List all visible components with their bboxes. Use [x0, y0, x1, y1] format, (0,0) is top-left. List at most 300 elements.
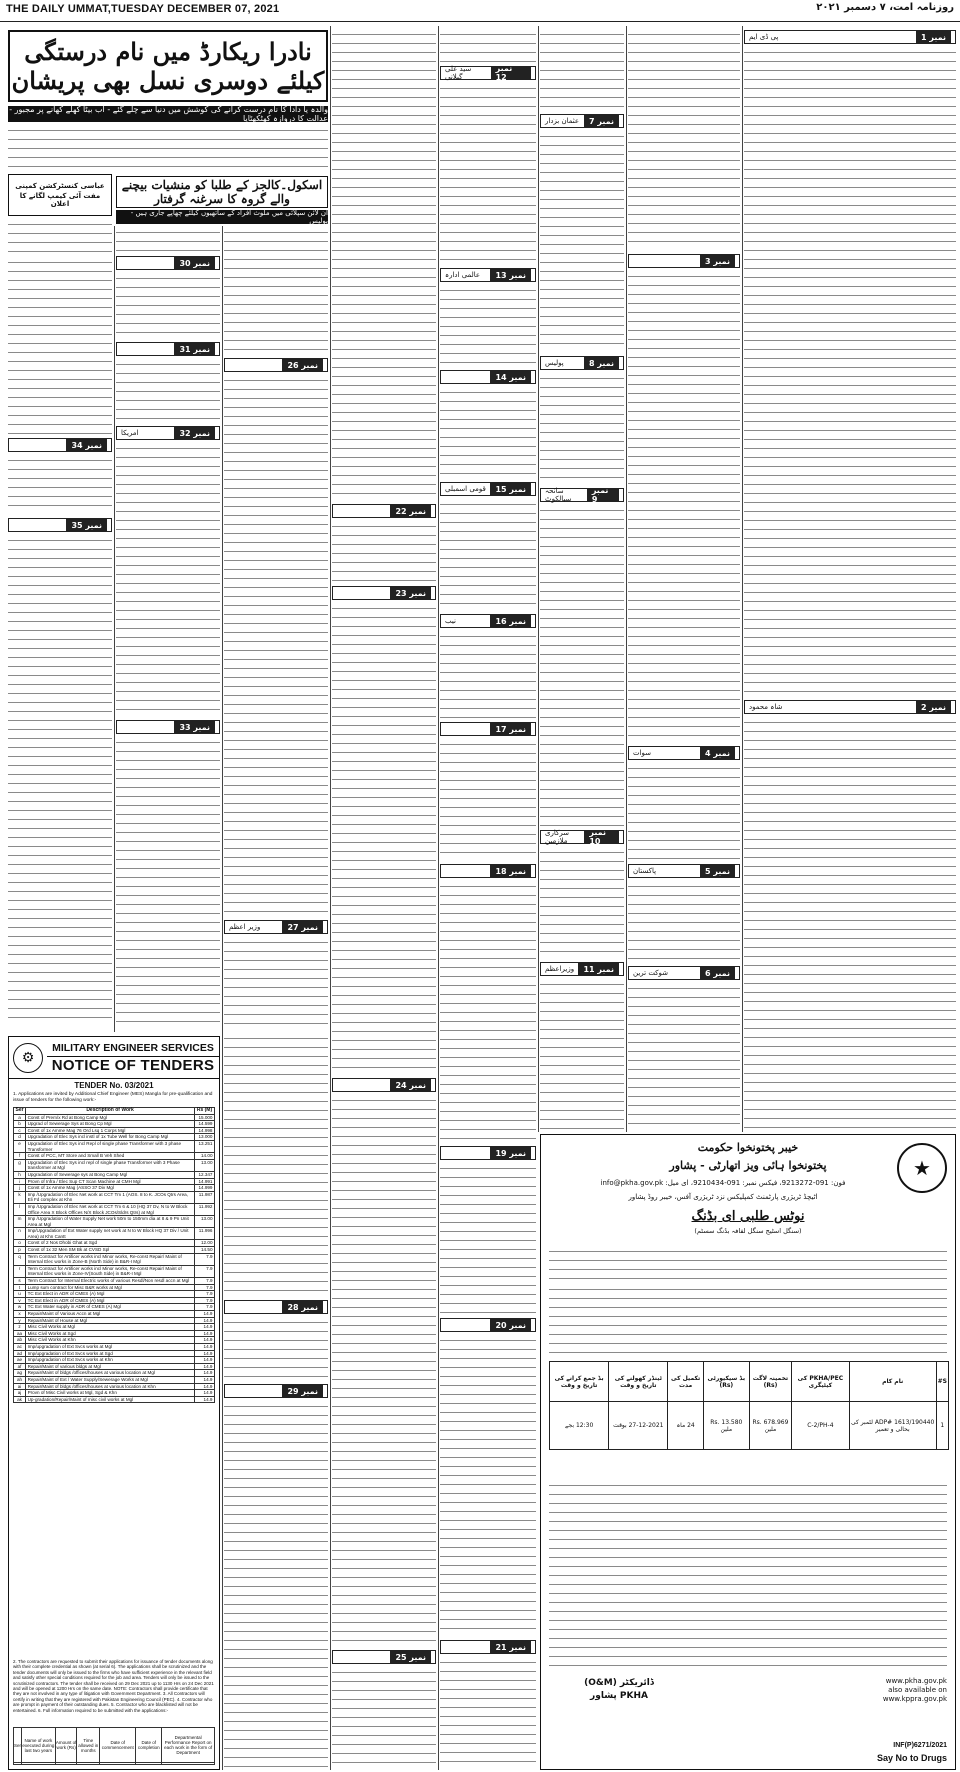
second-subheadline: آن لائن سپلائی میں ملوث افراد کے ساتھیوں کیلئے چھاپے جاری ہیں - پولیس — [116, 210, 328, 224]
section-17-head: نمبر 17 — [440, 722, 536, 736]
section-27-head: وزیر اعظم نمبر 27 — [224, 920, 328, 934]
mes-tender-row — [14, 1297, 215, 1304]
mes-row-ser: q — [14, 1253, 26, 1265]
kp-cell: Rs. 13.580 ملین — [703, 1402, 749, 1450]
section-1-head: پی ڈی ایم نمبر 1 — [744, 30, 956, 44]
mes-tender-row — [14, 1178, 215, 1185]
section-18-head: نمبر 18 — [440, 864, 536, 878]
mes-row-desc: Repair/Maint of Ext / Water Supply/Sewerage Works at Mgl — [26, 1376, 195, 1383]
story-column-d — [332, 30, 436, 500]
mes-row-desc: Imp /Upgradation of Water Supply Net work 50m to 150mm dia at 8 & 9 Pn Unit Area at Mgl — [26, 1216, 195, 1228]
mes-notes: 2. The contractors are requested to submit their applications for issuance of tender documents along with their complete credential as shown (at serial 6). The applications shall be scrutinized and the tender documents will only be issued to the firms who have sufficient experience in the relevant field and satisfy other special conditions required for the job and area. Tenders will only be issued to the scrutinized contractors. The tender shall be received on 29 Dec 2021 up to 1130 Hrs on 24 Dec 2021 and will be opened at 1200 Hrs on the same date. NOTE: Contractors shall provide certificate that they are not involved in any type of litigation with Government Department. 3. All Contractors will certify in writing that they are registered with Pakistan Engineering Council (PEC). 4. Contractor who are prompt in payment of their outstanding dues. 5. Contractor who are blacklisted will not be entertained. 6. Full information required to be submitted with the applications:- — [13, 1659, 214, 1713]
mes-row-amount: 14.00 — [195, 1153, 215, 1160]
mes-row-amount: 14.9 — [195, 1337, 215, 1344]
mes-row-ser: i — [14, 1178, 26, 1185]
kp-web-1[interactable]: www.pkha.gov.pk — [885, 1677, 947, 1685]
kp-notice-subtitle: (سنگل اسٹیج سنگل لفافہ بڈنگ سسٹم) — [694, 1227, 802, 1235]
mes-row-amount: 11.996 — [195, 1228, 215, 1240]
kp-cell: 1 — [936, 1402, 948, 1450]
section-16-text — [440, 632, 536, 718]
section-8-text — [540, 374, 624, 484]
mes-row-amount: 14.9 — [195, 1396, 215, 1403]
mes-row-amount: 7.9 — [195, 1297, 215, 1304]
mes-row-ser: ak — [14, 1396, 26, 1403]
mes-row-desc: Imp/upgradation of Ext Svcs works at Sgd — [26, 1350, 195, 1357]
mes-row-ser: ai — [14, 1383, 26, 1390]
mes-tender-row — [14, 1330, 215, 1337]
mes-sub-col: Departmental Performance Report on each work in the form of Department — [162, 1728, 215, 1763]
mes-row-amount: 14.9 — [195, 1317, 215, 1324]
mes-tender-row — [14, 1114, 215, 1121]
section-13-head: عالمی ادارہ نمبر 13 — [440, 268, 536, 282]
sidebox-story-text — [8, 220, 112, 254]
mes-tender-row — [14, 1265, 215, 1277]
mes-sub-cell — [77, 1763, 100, 1765]
mes-row-amount: 7.9 — [195, 1291, 215, 1298]
kp-websites — [817, 1677, 947, 1704]
section-10-text — [540, 848, 624, 958]
section-20-text — [440, 1336, 536, 1636]
mes-tender-row — [14, 1284, 215, 1291]
mes-row-ser: m — [14, 1216, 26, 1228]
mes-tender-row — [14, 1317, 215, 1324]
column-rule — [742, 26, 743, 1132]
mes-row-ser: j — [14, 1185, 26, 1192]
mes-row-desc: Imp /Upgradation of Elec Net work at CCT Tm 1 (AOS. 8 to K. JCOs Qtrs Area, Eli Fd complex at Khn — [26, 1191, 195, 1203]
kp-cell: 27-12-2021 بوقت — [609, 1402, 668, 1450]
mes-row-desc: Repair/Maint of bldgs /offices/houses at various location at Mgl — [26, 1370, 195, 1377]
kp-col-header: S# — [936, 1362, 948, 1402]
mes-tender-row — [14, 1383, 215, 1390]
mes-tender-number: TENDER No. 03/2021 — [74, 1081, 154, 1090]
mes-row-desc: Repair/Maint of House at Mgl — [26, 1317, 195, 1324]
section-12-body — [440, 84, 536, 264]
lead-headline: نادرا ریکارڈ میں نام درستگی کیلئے دوسری نسل بھی پریشان — [11, 37, 325, 95]
column-rule — [626, 26, 627, 1132]
mes-sub-col: Date of completion — [136, 1728, 162, 1763]
mes-row-amount: 7.9 — [195, 1284, 215, 1291]
section-4-text — [628, 764, 740, 860]
section-29-head: نمبر 29 — [224, 1384, 328, 1398]
kp-cell: 24 ماہ — [668, 1402, 703, 1450]
mes-row-desc: Upgradation of Elec Sys incl repl of single phase Transformer with 3 Phase transformer at Mgl — [26, 1159, 195, 1171]
mes-row-ser: h — [14, 1171, 26, 1178]
mes-intro: 1. Applications are invited by Additional Chief Engineer (MES) Mangla for pre-qualification and issue of tenders for the following work:- — [13, 1092, 213, 1103]
mes-tender-row — [14, 1185, 215, 1192]
mes-row-desc: TC Ext Elect in ADR of CMES (A) Mgl — [26, 1291, 195, 1298]
kp-inf-number: INF(P)6271/2021 — [893, 1742, 947, 1749]
mes-tender-row — [14, 1343, 215, 1350]
mes-tender-row — [14, 1337, 215, 1344]
kp-web-3[interactable]: www.kppra.gov.pk — [882, 1695, 947, 1703]
story-column-f — [628, 30, 740, 250]
kp-web-2: also available on — [888, 1686, 947, 1694]
mes-row-ser: ae — [14, 1357, 26, 1364]
kp-intro-text — [549, 1247, 947, 1281]
mes-row-desc: Imp/upgradation of Ext Svcs works at Mgl — [26, 1343, 195, 1350]
story-column-a — [8, 258, 112, 434]
section-34-head: نمبر 34 — [8, 438, 112, 452]
mes-row-ser: c — [14, 1127, 26, 1134]
mes-row-amount: 14.599 — [195, 1121, 215, 1128]
section-28-text — [224, 1034, 328, 1296]
mes-tender-row — [14, 1140, 215, 1152]
section-13-text — [440, 286, 536, 366]
mes-sub-col: Amount of work (Rs) — [55, 1728, 77, 1763]
mes-col-amount: Rs (M) — [195, 1108, 215, 1115]
section-4-head: سوات نمبر 4 — [628, 746, 740, 760]
masthead — [0, 0, 960, 22]
lead-story-text — [8, 126, 328, 172]
mes-row-amount: 13.00 — [195, 1159, 215, 1171]
mes-tender-row — [14, 1121, 215, 1128]
kp-slogan: Say No to Drugs — [876, 1753, 947, 1763]
section-21-text — [440, 1658, 536, 1768]
kp-col-header: نام کام — [849, 1362, 936, 1402]
mes-tender-row — [14, 1278, 215, 1285]
kp-header — [541, 1135, 955, 1235]
mes-row-desc: Misc Civil Works at Sgd — [26, 1330, 195, 1337]
kp-authority: پختونخوا ہائی ویز اتھارٹی - پشاور — [669, 1159, 827, 1172]
mes-row-amount: 14.9 — [195, 1357, 215, 1364]
mes-sub-col: Time allowed in months — [77, 1728, 100, 1763]
kp-terms-text — [549, 1481, 947, 1671]
mes-row-desc: Provn of Infra / Elec Sup CT Scan Machine at CMH Mgl — [26, 1178, 195, 1185]
kp-cell: Rs. 678.969 ملین — [749, 1402, 791, 1450]
mes-row-ser: ab — [14, 1337, 26, 1344]
sidebox-line-2: مفت آئی کیمپ لگانے کا اعلان — [19, 192, 101, 208]
mes-sub-cell — [22, 1763, 56, 1765]
section-5-text — [628, 882, 740, 962]
section-33-head: نمبر 33 — [116, 720, 220, 734]
section-6-head: شوکت ترین نمبر 6 — [628, 966, 740, 980]
mes-tender-table — [13, 1107, 215, 1403]
story-column-b — [116, 228, 220, 252]
kp-signature — [549, 1677, 689, 1703]
section-12-text — [440, 30, 536, 62]
mes-row-ser: k — [14, 1191, 26, 1203]
mes-row-amount: 14.9 — [195, 1311, 215, 1318]
mes-tender-row — [14, 1240, 215, 1247]
mes-tender-row — [14, 1376, 215, 1383]
mes-row-ser: ac — [14, 1343, 26, 1350]
mes-row-amount: 14.999 — [195, 1185, 215, 1192]
mes-row-desc: Term Contract for Internal Electric works of various Resdl/Non resdl accn at Mgl — [26, 1278, 195, 1285]
mes-row-ser: o — [14, 1240, 26, 1247]
mes-row-ser: aj — [14, 1390, 26, 1397]
mes-sub-col: Date of commencement — [100, 1728, 136, 1763]
mes-row-desc: Imp/Upgradation of Ext Water supply net work at N to W Block HQ 37 Div / Unit Area) at Khn Cantt — [26, 1228, 195, 1240]
column-rule — [438, 26, 439, 1770]
mes-row-amount: 14.9 — [195, 1350, 215, 1357]
mes-tender-row — [14, 1216, 215, 1228]
section-15-text — [440, 500, 536, 610]
mes-credential-table — [13, 1727, 215, 1765]
mes-row-amount: 12.347 — [195, 1171, 215, 1178]
masthead-urdu-date: روزنامہ امت، ۷ دسمبر ۲۰۲۱ — [816, 2, 954, 13]
section-31-head: نمبر 31 — [116, 342, 220, 356]
mes-row-ser: ad — [14, 1350, 26, 1357]
mes-row-amount: 14.998 — [195, 1127, 215, 1134]
section-18-text — [440, 882, 536, 1142]
mes-row-amount: 14.9 — [195, 1330, 215, 1337]
mes-tender-row — [14, 1134, 215, 1141]
section-19-text — [440, 1164, 536, 1314]
mes-row-ser: ag — [14, 1370, 26, 1377]
section-28-body — [224, 1318, 328, 1380]
section-30-text — [116, 274, 220, 338]
sidebox-line-1: عباسی کنسٹرکشن کمپنی — [15, 182, 105, 190]
mes-tender-row — [14, 1291, 215, 1298]
section-25-text — [332, 1668, 436, 1768]
mes-row-amount: 15.000 — [195, 1114, 215, 1121]
mes-row-desc: Const of 1x 32 Men SM Bk at CVSD Spl — [26, 1247, 195, 1254]
mes-row-desc: Const of 1x Amme Mag (ASSO 37 Div Mgl — [26, 1185, 195, 1192]
mes-row-desc: Imp/upgradation of Ext Svcs works at Khn — [26, 1357, 195, 1364]
story-column-e — [540, 30, 624, 110]
mes-tender-row — [14, 1390, 215, 1397]
mes-row-desc: Upgradation of Elec Sys incl Repl of single phase Transformer with 3 phase Transformer — [26, 1140, 195, 1152]
kp-sign-line-2: PKHA پشاور — [590, 1691, 648, 1701]
mes-row-ser: e — [14, 1140, 26, 1152]
mes-row-ser: a — [14, 1114, 26, 1121]
section-23-head: نمبر 23 — [332, 586, 436, 600]
section-34-text — [8, 456, 112, 514]
mes-sub-cell — [162, 1763, 215, 1765]
mes-row-ser: u — [14, 1291, 26, 1298]
mes-row-ser: aa — [14, 1330, 26, 1337]
lead-subheadline: والدہ یا دادا کا نام درست کرانے کی کوشش میں دنیا سے چلے گئے - اب بیٹا کھلے کھانے پر مجبور - عدالت کا دروازہ کھٹکھٹایا — [9, 105, 328, 123]
section-10-head: سرکاری ملازمین نمبر 10 — [540, 830, 624, 844]
mes-sub-col: Ser — [14, 1728, 22, 1763]
section-19-head: نمبر 19 — [440, 1146, 536, 1160]
column-rule — [222, 226, 223, 1770]
mes-row-desc: Lump sum contract for Misc B&R works at Mgl — [26, 1284, 195, 1291]
mes-tender-row — [14, 1350, 215, 1357]
mes-row-ser: d — [14, 1134, 26, 1141]
mes-row-amount: 14.9 — [195, 1363, 215, 1370]
mes-row-desc: Misc Civil Works at Mgl — [26, 1324, 195, 1331]
section-3-text — [628, 272, 740, 742]
mes-header — [9, 1037, 219, 1079]
mes-notice-title: NOTICE OF TENDERS — [51, 1056, 215, 1074]
mes-row-amount: 7.9 — [195, 1278, 215, 1285]
mes-row-ser: r — [14, 1265, 26, 1277]
mes-row-amount: 13.00 — [195, 1216, 215, 1228]
section-35-head: نمبر 35 — [8, 518, 112, 532]
section-16-head: نیب نمبر 16 — [440, 614, 536, 628]
section-24-head: نمبر 24 — [332, 1078, 436, 1092]
mes-row-desc: Const of 1x Amme Mag 76 Ord Lsq 1 Corps Mgl — [26, 1127, 195, 1134]
mes-row-amount: 7.9 — [195, 1304, 215, 1311]
kp-col-header: بڈ سیکیورٹی (Rs) — [703, 1362, 749, 1402]
section-7-head: عثمان بزدار نمبر 7 — [540, 114, 624, 128]
mes-sub-col: Name of work executed during last two years — [22, 1728, 56, 1763]
kp-cell: C-2/PH-4 — [792, 1402, 849, 1450]
mes-row-desc: Upgradation of Elec Sys incl instl of 1x Tube Well for Bong Camp Mgl — [26, 1134, 195, 1141]
mes-col-desc: Description of Work — [26, 1108, 195, 1115]
mes-row-amount: 14.9 — [195, 1376, 215, 1383]
section-11-text — [540, 980, 624, 1130]
section-24-text — [332, 1096, 436, 1646]
section-14-text — [440, 388, 536, 478]
column-rule — [114, 226, 115, 1032]
mes-row-ser: p — [14, 1247, 26, 1254]
section-29-text — [224, 1402, 328, 1768]
mes-row-desc: Repair/Maint of various bldgs at Mgl — [26, 1363, 195, 1370]
mes-sub-cell — [100, 1763, 136, 1765]
lead-headline-box — [8, 30, 328, 102]
section-7-text — [540, 132, 624, 352]
mes-row-amount: 14.9 — [195, 1324, 215, 1331]
mes-tender-row — [14, 1253, 215, 1265]
mes-row-ser: n — [14, 1228, 26, 1240]
mes-tender-row — [14, 1396, 215, 1403]
kp-col-header: تکمیل کی مدت — [668, 1362, 703, 1402]
section-9-head: سانحہ سیالکوٹ نمبر 9 — [540, 488, 624, 502]
mes-row-desc: Const of Prem/x Rd at Bong Camp Mgl — [26, 1114, 195, 1121]
mes-row-ser: s — [14, 1278, 26, 1285]
mes-row-amount: 7.9 — [195, 1265, 215, 1277]
section-21-head: نمبر 21 — [440, 1640, 536, 1654]
mes-tender-row — [14, 1370, 215, 1377]
mes-row-ser: af — [14, 1363, 26, 1370]
section-20-head: نمبر 20 — [440, 1318, 536, 1332]
section-32-text — [116, 444, 220, 716]
mes-row-desc: Repair/Maint of Various Accn at Mgl — [26, 1311, 195, 1318]
mes-row-amount: 13.251 — [195, 1140, 215, 1152]
mes-tender-row — [14, 1311, 215, 1318]
kp-address: اٹیچڈ ٹریژری پارٹمنٹ کمپلیکس نزد ٹریژری آفس، خیبر روڈ پشاور — [628, 1193, 818, 1201]
mes-row-ser: x — [14, 1311, 26, 1318]
mes-sub-cell — [14, 1763, 22, 1765]
kp-emblem-icon: ★ — [897, 1143, 947, 1193]
kp-cell: 12:30 بجے — [550, 1402, 609, 1450]
kp-tender-table — [549, 1361, 949, 1450]
mes-row-ser: g — [14, 1159, 26, 1171]
section-2-head: شاہ محمود نمبر 2 — [744, 700, 956, 714]
mes-row-ser: b — [14, 1121, 26, 1128]
section-8-head: پولیس نمبر 8 — [540, 356, 624, 370]
mes-row-ser: ah — [14, 1376, 26, 1383]
mes-row-desc: Up-gradation/Repair/Maint of misc civil works at Mgl — [26, 1396, 195, 1403]
mes-row-ser: y — [14, 1317, 26, 1324]
mes-tender-row — [14, 1357, 215, 1364]
mes-row-desc: Misc Civil Works at Khn — [26, 1337, 195, 1344]
mes-row-ser: l — [14, 1203, 26, 1215]
mes-row-desc: Const of PCC, MT Store and Small B Veh Shed — [26, 1153, 195, 1160]
mes-row-ser: w — [14, 1304, 26, 1311]
masthead-date: THE DAILY UMMAT,TUESDAY DECEMBER 07, 2021 — [6, 3, 280, 15]
mes-tender-row — [14, 1363, 215, 1370]
section-12-head: سید علی گیلانی نمبر 12 — [440, 66, 536, 80]
mes-row-ser: f — [14, 1153, 26, 1160]
kp-col-header: ٹینڈر کھولنے کی تاریخ و وقت — [609, 1362, 668, 1402]
mes-row-amount: 14.9 — [195, 1383, 215, 1390]
section-22-text — [332, 522, 436, 582]
mes-row-desc: Const of 2 Nos Dhobi Ghat at Sgd — [26, 1240, 195, 1247]
column-rule — [330, 26, 331, 1770]
kp-eligibility-text — [549, 1285, 947, 1355]
mes-row-desc: TC Ext Water supply in ADR of CMES (A) Mgl — [26, 1304, 195, 1311]
mes-row-desc: Upgradation of Sewerage sys at Bong Camp Mgl — [26, 1171, 195, 1178]
mes-org-name: MILITARY ENGINEER SERVICES — [47, 1042, 219, 1057]
mes-row-amount: 14.9 — [195, 1370, 215, 1377]
section-33-text — [116, 738, 220, 1028]
mes-row-amount: 13.000 — [195, 1134, 215, 1141]
section-15-head: قومی اسمبلی نمبر 15 — [440, 482, 536, 496]
mes-tender-row — [14, 1228, 215, 1240]
story-column-c — [224, 228, 328, 354]
mes-tender-row — [14, 1247, 215, 1254]
kp-highways-notice — [540, 1134, 956, 1770]
section-2-text — [744, 718, 956, 1130]
section-22-head: نمبر 22 — [332, 504, 436, 518]
mes-row-desc: Repair/Maint of bldgs /offices/houses at various location at Khn — [26, 1383, 195, 1390]
mes-row-desc: Term Contract for Artificer works incl Minor works, Re-const Repair/ Maint of Internal Elec works in Zone-IV(South Side) in B&R-I Mgl — [26, 1265, 195, 1277]
kp-sign-line-1: ڈائریکٹر (O&M) — [584, 1678, 654, 1688]
section-28-head: نمبر 28 — [224, 1300, 328, 1314]
mes-row-ser: z — [14, 1324, 26, 1331]
mes-sub-cell — [55, 1763, 77, 1765]
mes-row-desc: TC Ext Elect in ADR of CMES (A) Mgl — [26, 1297, 195, 1304]
mes-row-amount: 11.987 — [195, 1191, 215, 1203]
mes-tender-row — [14, 1203, 215, 1215]
section-5-head: پاکستان نمبر 5 — [628, 864, 740, 878]
mes-col-ser: Ser — [15, 1107, 24, 1113]
section-27-text — [224, 938, 328, 1030]
mes-row-amount: 14.50 — [195, 1247, 215, 1254]
mes-row-amount: 11.992 — [195, 1203, 215, 1215]
mes-row-amount: 12.00 — [195, 1240, 215, 1247]
mes-tender-row — [14, 1324, 215, 1331]
section-3-head: نمبر 3 — [628, 254, 740, 268]
mes-tender-row — [14, 1304, 215, 1311]
mes-tender-row — [14, 1191, 215, 1203]
mes-tender-row — [14, 1171, 215, 1178]
mes-row-desc: Provn of Misc Civil works at Mgl, Sgd & Khn — [26, 1390, 195, 1397]
mes-row-amount: 14.991 — [195, 1178, 215, 1185]
mes-tender-row — [14, 1159, 215, 1171]
second-headline: اسکول۔کالجز کے طلبا کو منشیات بیچنے والے گروہ کا سرغنہ گرفتار — [116, 176, 328, 208]
section-23-text — [332, 604, 436, 1074]
kp-col-header: تخمینہ لاگت (Rs) — [749, 1362, 791, 1402]
section-35-text — [8, 536, 112, 1026]
section-11-head: وزیراعظم نمبر 11 — [540, 962, 624, 976]
section-1-text — [744, 48, 956, 696]
section-17-text — [440, 740, 536, 860]
mes-row-ser: t — [14, 1284, 26, 1291]
section-26-text — [224, 376, 328, 916]
kp-col-header: PKHA/PEC کی کیٹیگری — [792, 1362, 849, 1402]
newspaper-page — [4, 26, 956, 1770]
kp-contact: فون: 091-9213272، فیکس نمبر: 091-9210434، ای میل: info@pkha.gov.pk — [600, 1179, 846, 1187]
mes-row-ser: v — [14, 1297, 26, 1304]
mes-tender-row — [14, 1127, 215, 1134]
section-31-text — [116, 360, 220, 422]
kp-notice-title: نوٹس طلبی ای بڈنگ — [691, 1209, 805, 1224]
kp-government: خیبر پختونخوا حکومت — [697, 1141, 799, 1154]
kp-col-header: بڈ جمع کرانے کی تاریخ و وقت — [550, 1362, 609, 1402]
kp-cell: ADP# 1613/190440 لٹمبر کی بحالی و تعمیر — [849, 1402, 936, 1450]
section-6-text — [628, 984, 740, 1130]
section-26-head: نمبر 26 — [224, 358, 328, 372]
section-14-head: نمبر 14 — [440, 370, 536, 384]
mes-row-desc: Upgrad of Sewerage Sys at Bong Cp Mgl — [26, 1121, 195, 1128]
mes-row-amount: 14.9 — [195, 1390, 215, 1397]
mes-row-amount: 14.9 — [195, 1343, 215, 1350]
section-25-head: نمبر 25 — [332, 1650, 436, 1664]
